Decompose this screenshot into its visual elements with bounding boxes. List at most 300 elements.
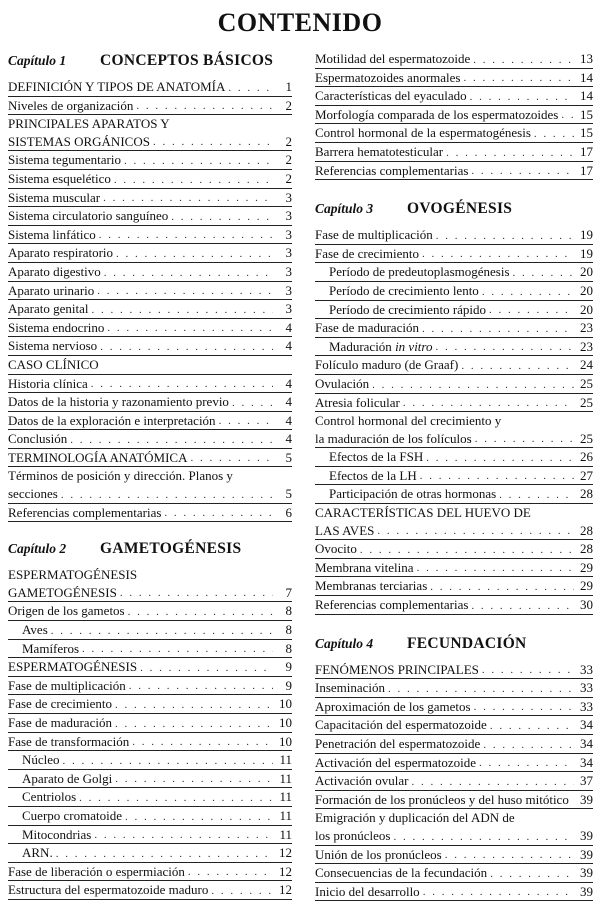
chapter-number: Capítulo 1 xyxy=(8,53,67,68)
page-number: 4 xyxy=(285,319,292,335)
dot-leader xyxy=(228,81,273,96)
toc-entry-datos-de-la-exploracion-e-interpretacion[interactable] xyxy=(8,412,292,431)
toc-entry-aparato-de-golgi[interactable] xyxy=(8,770,292,789)
toc-entry-ovulacion[interactable] xyxy=(315,375,593,394)
toc-entry-text: Formación de los pronúcleos y del huso mitótico xyxy=(315,791,569,807)
dot-leader xyxy=(82,642,273,657)
toc-entry-fase-de-multiplicacion[interactable] xyxy=(8,677,292,696)
dot-leader xyxy=(446,146,574,161)
page-number: 2 xyxy=(285,97,292,113)
toc-entry-fase-de-transformacion[interactable] xyxy=(8,733,292,752)
toc-entry-fase-de-maduracion[interactable] xyxy=(8,714,292,733)
toc-entry-sistema-linfatico[interactable] xyxy=(8,226,292,245)
toc-entry-control-hormonal-de-la-espermatogenesis[interactable] xyxy=(315,124,593,143)
toc-entry-la-maduracion-de-los-foliculos[interactable] xyxy=(315,430,593,449)
toc-entry-datos-de-la-historia-y-razonamiento-previo[interactable] xyxy=(8,393,292,412)
dot-leader xyxy=(79,791,273,806)
toc-entry-sistema-circulatorio-sanguineo[interactable] xyxy=(8,207,292,226)
page-number: 39 xyxy=(580,846,593,862)
toc-entry-text: Características del eyaculado xyxy=(315,88,467,104)
page-number: 33 xyxy=(580,661,593,677)
toc-entry-text: Centriolos xyxy=(22,789,77,805)
page-number: 37 xyxy=(580,773,593,789)
dot-leader xyxy=(483,738,574,753)
toc-entry-text: Conclusión xyxy=(8,431,68,447)
page-number: 20 xyxy=(580,282,593,298)
toc-entry-penetracion-del-espermatozoide[interactable] xyxy=(315,735,593,754)
chapter-title: FECUNDACIÓN xyxy=(407,634,527,652)
page-number: 33 xyxy=(580,680,593,696)
dot-leader xyxy=(107,321,273,336)
dot-leader xyxy=(417,561,574,576)
page-number: 20 xyxy=(580,301,593,317)
toc-entry-espermatogenesis[interactable] xyxy=(8,658,292,677)
dot-leader xyxy=(436,229,574,244)
toc-entry-text: Referencias complementarias xyxy=(315,162,469,178)
dot-leader xyxy=(100,340,273,355)
dot-leader xyxy=(430,580,574,595)
toc-entry-activacion-ovular[interactable] xyxy=(315,772,593,791)
toc-entry-text: Aparato genital xyxy=(8,301,89,317)
toc-entry-text: los pronúcleos xyxy=(315,827,391,843)
toc-entry-text: Efectos de la FSH xyxy=(329,449,424,465)
toc-entry-text: Sistema circulatorio sanguíneo xyxy=(8,208,169,224)
toc-entry-text: Maduración in vitro xyxy=(329,338,433,354)
toc-entry-text: Aparato de Golgi xyxy=(22,770,113,786)
toc-entry-gametogenesis[interactable] xyxy=(8,584,292,603)
toc-entry-fenomenos-principales[interactable] xyxy=(315,661,593,680)
toc-entry-text: PRINCIPALES APARATOS Y xyxy=(8,116,170,132)
toc-entry-aparato-digestivo[interactable] xyxy=(8,263,292,282)
dot-leader xyxy=(471,599,574,614)
toc-entry-foliculo-maduro-de-graaf[interactable] xyxy=(315,356,593,375)
dot-leader xyxy=(388,682,574,697)
toc-entry-text: Mamíferos xyxy=(22,640,80,656)
toc-entry-nucleo[interactable] xyxy=(8,751,292,770)
dot-leader xyxy=(403,396,574,411)
dot-leader xyxy=(422,322,574,337)
chapter-heading[interactable] xyxy=(315,635,593,657)
dot-leader xyxy=(190,451,273,466)
toc-entry-consecuencias-de-la-fecundacion[interactable] xyxy=(315,864,593,883)
dot-leader xyxy=(499,488,574,503)
toc-entry-espermatogenesis[interactable] xyxy=(8,566,292,584)
page-number: 14 xyxy=(580,88,593,104)
page-number: 8 xyxy=(285,622,292,638)
toc-entry-text: Núcleo xyxy=(22,752,60,768)
toc-entry-origen-de-los-gametos[interactable] xyxy=(8,602,292,621)
toc-entry-text: TERMINOLOGÍA ANATÓMICA xyxy=(8,449,188,465)
dot-leader xyxy=(461,359,574,374)
toc-entry-text: Ovocito xyxy=(315,541,357,557)
toc-entry-atresia-folicular[interactable] xyxy=(315,394,593,413)
dot-leader xyxy=(534,127,574,142)
dot-leader xyxy=(63,754,273,769)
toc-entry-text: Aparato urinario xyxy=(8,282,95,298)
toc-entry-sistema-tegumentario[interactable] xyxy=(8,151,292,170)
toc-entry-text: Ovulación xyxy=(315,375,370,391)
page-number: 2 xyxy=(285,133,292,149)
toc-entry-text: CARACTERÍSTICAS DEL HUEVO DE xyxy=(315,505,531,521)
toc-entry-caracteristicas-del-eyaculado[interactable] xyxy=(315,87,593,106)
chapter-conceptos-basicos xyxy=(8,52,292,522)
toc-entry-arn[interactable] xyxy=(8,844,292,863)
page-number: 1 xyxy=(285,79,292,94)
toc-entry-text: CASO CLÍNICO xyxy=(8,356,99,372)
dot-leader xyxy=(232,396,273,411)
toc-entry-definicion-y-tipos-de-anatomia[interactable] xyxy=(8,78,292,97)
toc-entry-participacion-de-otras-hormonas[interactable] xyxy=(315,485,593,504)
dot-leader xyxy=(51,624,273,639)
chapter-title: CONCEPTOS BÁSICOS xyxy=(100,52,274,69)
toc-entry-maduracion-in-vitro[interactable] xyxy=(315,338,593,357)
page-number: 34 xyxy=(580,736,593,751)
dot-leader xyxy=(513,266,574,281)
toc-entry-text: Motilidad del espermatozoide xyxy=(315,51,471,66)
toc-entry-referencias-complementarias[interactable] xyxy=(315,596,593,615)
page-number: 14 xyxy=(580,69,593,85)
toc-entry-referencias-complementarias[interactable] xyxy=(8,504,292,523)
page-number: 17 xyxy=(580,162,593,178)
chapter-heading[interactable] xyxy=(8,540,292,562)
page-number: 19 xyxy=(580,245,593,261)
page-number: 39 xyxy=(580,883,593,899)
chapter-gametogenesis xyxy=(8,540,292,900)
toc-entry-aves[interactable] xyxy=(8,621,292,640)
toc-entry-las-aves[interactable] xyxy=(315,522,593,541)
chapter-number: Capítulo 4 xyxy=(315,635,374,651)
toc-entry-text: GAMETOGÉNESIS xyxy=(8,584,117,600)
page-number: 6 xyxy=(285,504,292,520)
page-number: 17 xyxy=(580,143,593,159)
toc-entry-text: Activación del espermatozoide xyxy=(315,754,476,770)
toc-entry-caso-clinico[interactable] xyxy=(8,356,292,375)
page-number: 3 xyxy=(285,208,292,224)
toc-entry-fase-de-crecimiento[interactable] xyxy=(315,245,593,264)
left-column xyxy=(8,52,292,900)
page-number: 4 xyxy=(285,394,292,410)
dot-leader xyxy=(70,433,273,448)
dot-leader xyxy=(124,154,273,169)
dot-leader xyxy=(377,524,574,539)
page-number: 15 xyxy=(580,125,593,141)
chapter-number: Capítulo 3 xyxy=(315,201,374,217)
page-number: 15 xyxy=(580,106,593,122)
toc-entry-cuerpo-cromatoide[interactable] xyxy=(8,807,292,826)
toc-entry-text: Fase de crecimiento xyxy=(315,245,419,261)
toc-entry-historia-clinica[interactable] xyxy=(8,375,292,394)
toc-entry-morfologia-comparada-de-los-espermatozoides[interactable] xyxy=(315,106,593,125)
toc-entry-text: Datos de la exploración e interpretación xyxy=(8,412,216,428)
dot-leader xyxy=(471,164,574,179)
toc-entry-secciones[interactable] xyxy=(8,485,292,504)
dot-leader xyxy=(463,71,574,86)
page-number: 25 xyxy=(580,394,593,410)
toc-entry-emigracion-y-duplicacion-del-adn-de[interactable] xyxy=(315,809,593,827)
toc-entry-caracteristicas-del-huevo-de[interactable] xyxy=(315,504,593,522)
toc-entry-text: Sistema linfático xyxy=(8,226,96,242)
page-number: 27 xyxy=(580,467,593,483)
toc-entry-text: Inicio del desarrollo xyxy=(315,883,420,899)
page-number: 12 xyxy=(279,845,292,861)
dot-leader xyxy=(473,53,574,68)
toc-entry-ovocito[interactable] xyxy=(315,540,593,559)
dot-leader xyxy=(115,717,273,732)
toc-entry-text: Fase de crecimiento xyxy=(8,696,112,712)
page-number: 29 xyxy=(580,559,593,575)
toc-entry-text: Consecuencias de la fecundación xyxy=(315,865,488,881)
page-number: 3 xyxy=(285,301,292,317)
chapter-heading[interactable] xyxy=(315,200,593,222)
toc-entry-text: Espermatozoides anormales xyxy=(315,69,461,85)
toc-entry-text: Membranas terciarias xyxy=(315,578,428,594)
toc-entry-membranas-terciarias[interactable] xyxy=(315,577,593,596)
toc-entry-text: Fase de multiplicación xyxy=(315,227,433,243)
page-title: CONTENIDO xyxy=(217,8,383,37)
toc-entry-text: Control hormonal de la espermatogénesis xyxy=(315,125,531,141)
dot-leader xyxy=(423,885,574,900)
page-number: 28 xyxy=(580,522,593,538)
page-number: 9 xyxy=(285,659,292,675)
dot-leader xyxy=(128,605,273,620)
chapter-fecundacion xyxy=(315,635,593,901)
page-number: 29 xyxy=(580,578,593,594)
page-number: 28 xyxy=(580,541,593,557)
toc-entry-text: ESPERMATOGÉNESIS xyxy=(8,659,138,675)
page-number: 4 xyxy=(285,431,292,447)
toc-entry-fase-de-crecimiento[interactable] xyxy=(8,695,292,714)
page-number: 10 xyxy=(279,696,292,712)
toc-entry-text: Fase de maduración xyxy=(315,320,419,336)
dot-leader xyxy=(188,865,273,880)
toc-entry-text: Origen de los gametos xyxy=(8,603,125,619)
dot-leader xyxy=(420,469,574,484)
dot-leader xyxy=(116,247,273,262)
toc-entry-fase-de-multiplicacion[interactable] xyxy=(315,226,593,245)
toc-entry-periodo-de-crecimiento-lento[interactable] xyxy=(315,282,593,301)
dot-leader xyxy=(479,756,574,771)
toc-entry-centriolos[interactable] xyxy=(8,788,292,807)
toc-entry-sistemas-organicos[interactable] xyxy=(8,133,292,152)
page-number: 5 xyxy=(285,449,292,465)
toc-entry-text: Fase de liberación o espermiación xyxy=(8,863,185,879)
toc-entry-text: Estructura del espermatozoide maduro xyxy=(8,882,209,898)
toc-entry-membrana-vitelina[interactable] xyxy=(315,559,593,578)
toc-entry-text: Términos de posición y dirección. Planos y xyxy=(8,468,233,484)
toc-entry-text: Efectos de la LH xyxy=(329,467,417,483)
toc-entry-text: Sistema nervioso xyxy=(8,338,98,354)
page-number: 11 xyxy=(279,789,292,805)
dot-leader xyxy=(92,303,274,318)
dot-leader xyxy=(436,340,575,355)
chapter-ovogenesis xyxy=(315,200,593,614)
page-number: 3 xyxy=(285,245,292,261)
toc-entry-text: Mitocondrias xyxy=(22,826,92,842)
toc-entry-inseminacion[interactable] xyxy=(315,679,593,698)
dot-leader xyxy=(360,543,574,558)
toc-entry-aparato-respiratorio[interactable] xyxy=(8,244,292,263)
page-number: 12 xyxy=(279,863,292,879)
toc-entry-text: Membrana vitelina xyxy=(315,559,414,575)
page-number: 34 xyxy=(580,717,593,733)
toc-entry-fase-de-liberacion-o-espermiacion[interactable] xyxy=(8,863,292,882)
toc-entry-text: la maduración de los folículos xyxy=(315,430,472,446)
page-number: 11 xyxy=(279,826,292,842)
chapter-title: OVOGÉNESIS xyxy=(407,200,513,218)
dot-leader xyxy=(482,663,574,678)
page-number: 19 xyxy=(580,227,593,243)
dot-leader xyxy=(136,99,273,114)
page-number: 34 xyxy=(580,754,593,770)
page-number: 8 xyxy=(285,640,292,656)
page-number: 10 xyxy=(279,733,292,749)
page-number: 23 xyxy=(580,338,593,354)
dot-leader xyxy=(140,661,273,676)
chapter-2-continuation xyxy=(315,50,593,180)
dot-leader xyxy=(412,775,575,790)
page-number: 8 xyxy=(285,603,292,619)
toc-entry-referencias-complementarias[interactable] xyxy=(315,162,593,181)
toc-entry-text: SISTEMAS ORGÁNICOS xyxy=(8,133,150,149)
toc-entry-text: Niveles de organización xyxy=(8,97,134,113)
chapter-title: GAMETOGÉNESIS xyxy=(100,540,242,558)
toc-entry-sistema-nervioso[interactable] xyxy=(8,337,292,356)
page-number: 3 xyxy=(285,282,292,298)
toc-entry-fase-de-maduracion[interactable] xyxy=(315,319,593,338)
dot-leader xyxy=(115,698,273,713)
dot-leader xyxy=(164,506,273,521)
page-number: 5 xyxy=(285,486,292,502)
dot-leader xyxy=(489,303,574,318)
page-number: 39 xyxy=(580,865,593,881)
dot-leader xyxy=(482,285,574,300)
toc-entry-text: Control hormonal del crecimiento y xyxy=(315,413,502,429)
dot-leader xyxy=(422,247,574,262)
toc-entry-capacitacion-del-espermatozoide[interactable] xyxy=(315,716,593,735)
toc-entry-text: ESPERMATOGÉNESIS xyxy=(8,567,138,583)
dot-leader xyxy=(120,586,273,601)
toc-entry-text: Período de crecimiento lento xyxy=(329,282,479,298)
page-number: 11 xyxy=(279,770,292,786)
dot-leader xyxy=(474,700,574,715)
toc-entry-text: Atresia folicular xyxy=(315,394,400,410)
toc-entry-conclusion[interactable] xyxy=(8,430,292,449)
dot-leader xyxy=(104,266,273,281)
page-number: 2 xyxy=(285,170,292,186)
toc-entry-motilidad-del-espermatozoide[interactable] xyxy=(315,50,593,69)
toc-entry-terminologia-anatomica[interactable] xyxy=(8,449,292,468)
page-number: 10 xyxy=(279,715,292,730)
toc-entry-periodo-de-crecimiento-rapido[interactable] xyxy=(315,301,593,320)
dot-leader xyxy=(490,719,574,734)
toc-entry-efectos-de-la-lh[interactable] xyxy=(315,467,593,486)
toc-entry-inicio-del-desarrollo[interactable] xyxy=(315,883,593,901)
dot-leader xyxy=(91,377,273,392)
toc-entry-control-hormonal-del-crecimiento-y[interactable] xyxy=(315,412,593,430)
toc-entry-text: Aparato respiratorio xyxy=(8,245,114,261)
chapter-heading[interactable] xyxy=(8,52,292,74)
page-number: 4 xyxy=(285,412,292,428)
toc-entry-text: Activación ovular xyxy=(315,773,409,789)
toc-entry-text: Sistema muscular xyxy=(8,189,101,205)
page-number: 23 xyxy=(580,320,593,336)
page-number: 3 xyxy=(285,226,292,242)
toc-entry-los-pronucleos[interactable] xyxy=(315,827,593,846)
page-number: 24 xyxy=(580,357,593,373)
toc-entry-mitocondrias[interactable] xyxy=(8,826,292,845)
chapter-number: Capítulo 2 xyxy=(8,541,67,557)
page-number: 39 xyxy=(580,827,593,843)
toc-entry-text: Unión de los pronúcleos xyxy=(315,846,442,862)
dot-leader xyxy=(125,810,273,825)
toc-entry-periodo-de-predeutoplasmogenesis[interactable] xyxy=(315,263,593,282)
toc-entry-text: Morfología comparada de los espermatozoides xyxy=(315,106,559,122)
toc-entry-aproximacion-de-los-gametos[interactable] xyxy=(315,698,593,717)
toc-entry-aparato-urinario[interactable] xyxy=(8,282,292,301)
page-number: 12 xyxy=(279,882,292,898)
toc-entry-efectos-de-la-fsh[interactable] xyxy=(315,448,593,467)
dot-leader xyxy=(219,414,273,429)
toc-entry-aparato-genital[interactable] xyxy=(8,300,292,319)
toc-entry-sistema-esqueletico[interactable] xyxy=(8,170,292,189)
toc-entry-sistema-muscular[interactable] xyxy=(8,189,292,208)
page-number: 3 xyxy=(285,263,292,279)
dot-leader xyxy=(445,848,574,863)
toc-entry-niveles-de-organizacion[interactable] xyxy=(8,97,292,116)
dot-leader xyxy=(372,378,574,393)
toc-entry-principales-aparatos-y[interactable] xyxy=(8,115,292,133)
toc-entry-text: Emigración y duplicación del ADN de xyxy=(315,810,515,826)
toc-entry-sistema-endocrino[interactable] xyxy=(8,319,292,338)
page-number: 13 xyxy=(580,51,593,66)
page-number: 30 xyxy=(580,597,593,613)
toc-entry-formacion-de-los-pronucleos-y-del-huso-mitotico[interactable] xyxy=(315,791,593,810)
toc-entry-text: Historia clínica xyxy=(8,375,88,391)
page-number: 4 xyxy=(285,338,292,354)
toc-entry-union-de-los-pronucleos[interactable] xyxy=(315,846,593,865)
page-number: 4 xyxy=(285,375,292,391)
toc-entry-estructura-del-espermatozoide-maduro[interactable] xyxy=(8,881,292,900)
toc-entry-activacion-del-espermatozoide[interactable] xyxy=(315,754,593,773)
page-number: 3 xyxy=(285,189,292,205)
toc-entry-text: Aproximación de los gametos xyxy=(315,698,471,714)
toc-entry-terminos-de-posicion-y-direccion-planos-y[interactable] xyxy=(8,467,292,485)
page-number: 2 xyxy=(285,152,292,168)
toc-entry-text: Aves xyxy=(22,622,48,638)
toc-entry-text: Sistema tegumentario xyxy=(8,152,122,168)
toc-entry-text: secciones xyxy=(8,486,58,502)
dot-leader xyxy=(171,210,273,225)
page-number: 25 xyxy=(580,375,593,391)
page-number: 26 xyxy=(580,449,593,465)
dot-leader xyxy=(129,679,273,694)
toc-entry-barrera-hematotesticular[interactable] xyxy=(315,143,593,162)
toc-entry-mamiferos[interactable] xyxy=(8,640,292,659)
page-number: 11 xyxy=(279,752,292,768)
toc-entry-text: Aparato digestivo xyxy=(8,263,101,279)
toc-entry-text: Fase de maduración xyxy=(8,715,112,730)
right-column xyxy=(315,52,593,901)
toc-entry-text: FENÓMENOS PRINCIPALES xyxy=(315,661,479,677)
toc-entry-text: Participación de otras hormonas xyxy=(329,486,497,502)
dot-leader xyxy=(61,488,273,503)
toc-entry-text: Fase de multiplicación xyxy=(8,677,126,693)
dot-leader xyxy=(211,884,273,899)
toc-entry-text: LAS AVES xyxy=(315,522,375,538)
toc-entry-text: Período de predeutoplasmogénesis xyxy=(329,264,510,280)
dot-leader xyxy=(426,451,574,466)
toc-entry-espermatozoides-anormales[interactable] xyxy=(315,69,593,88)
